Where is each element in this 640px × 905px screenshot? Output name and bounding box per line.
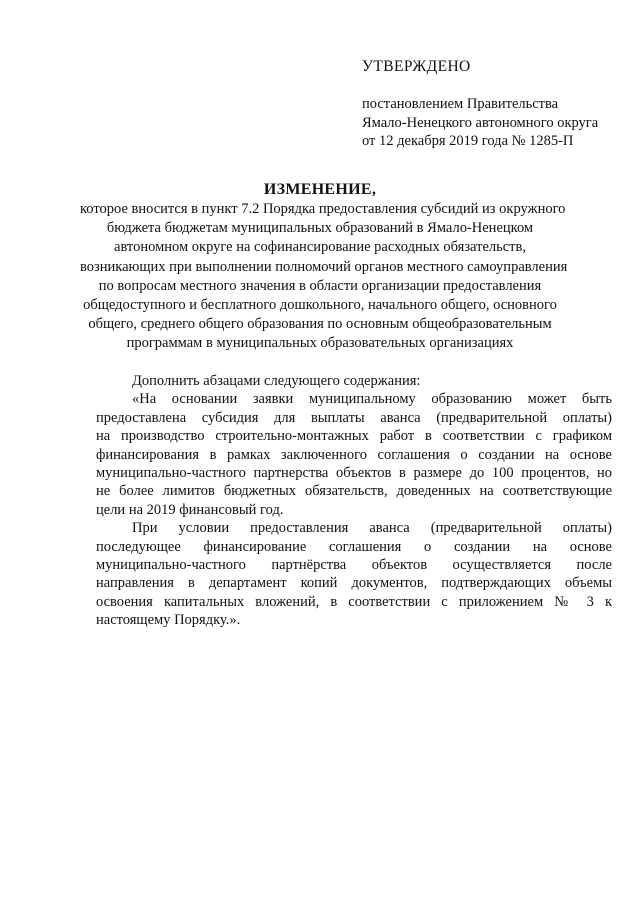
- document-subtitle: [80, 200, 568, 354]
- paragraph-line: настоящему Порядку.».: [96, 612, 241, 629]
- document-body: [96, 372, 612, 630]
- paragraph-1: [96, 390, 612, 519]
- subtitle-line: общего, среднего общего образования по основным общеобразовательным: [88, 316, 552, 333]
- paragraph-line: муниципально-частного партнерства объектов в размере до 100 процентов, но: [96, 465, 612, 482]
- document-heading: ИЗМЕНЕНИЕ,: [263, 181, 377, 198]
- subtitle-line: возникающих при выполнении полномочий органов местного самоуправления: [80, 258, 568, 275]
- paragraph-line: не более лимитов бюджетных обязательств, доведенных на соответствующие: [96, 483, 612, 500]
- approval-block: [362, 57, 622, 151]
- paragraph-line: финансирования в рамках заключенного соглашения о создании на основе: [96, 446, 612, 463]
- intro-line: Дополнить абзацами следующего содержания:: [132, 373, 421, 389]
- subtitle-line: программам в муниципальных образовательных организациях: [126, 335, 514, 352]
- subtitle-line: по вопросам местного значения в области организации предоставления: [98, 277, 542, 294]
- subtitle-line: бюджета бюджетам муниципальных образований в Ямало-Ненецком: [106, 220, 534, 237]
- paragraph-line: цели на 2019 финансовый год.: [96, 501, 284, 518]
- paragraph-line: последующее финансирование соглашения о создании на основе: [96, 538, 612, 555]
- paragraph-line: предоставлена субсидия для выплаты аванса (предварительной оплаты): [96, 409, 612, 426]
- subtitle-line: которое вносится в пункт 7.2 Порядка предоставления субсидий из окружного: [80, 201, 566, 217]
- paragraph-line: освоения капитальных вложений, в соответствии с приложением № 3 к: [96, 593, 612, 610]
- paragraph-line: муниципально-частного партнёрства объектов осуществляется после: [96, 557, 612, 574]
- paragraph-line: направления в департамент копий документов, подтверждающих объемы: [96, 575, 612, 592]
- subtitle-line: автономном округе на софинансирование расходных обязательств,: [114, 239, 526, 256]
- approval-line: от 12 декабря 2019 года № 1285-П: [362, 133, 574, 149]
- paragraph-line: «На основании заявки муниципальному образованию может быть: [132, 391, 612, 408]
- approval-line: Ямало-Ненецкого автономного округа: [362, 114, 599, 131]
- paragraph-line: При условии предоставления аванса (предварительной оплаты): [132, 520, 612, 537]
- approval-title: УТВЕРЖДЕНО: [362, 58, 471, 75]
- approval-line: постановлением Правительства: [362, 96, 559, 112]
- paragraph-line: на производство строительно-монтажных работ в соответствии с графиком: [96, 428, 612, 445]
- paragraph-2: [96, 519, 612, 629]
- subtitle-line: общедоступного и бесплатного дошкольного, начального общего, основного: [83, 297, 557, 314]
